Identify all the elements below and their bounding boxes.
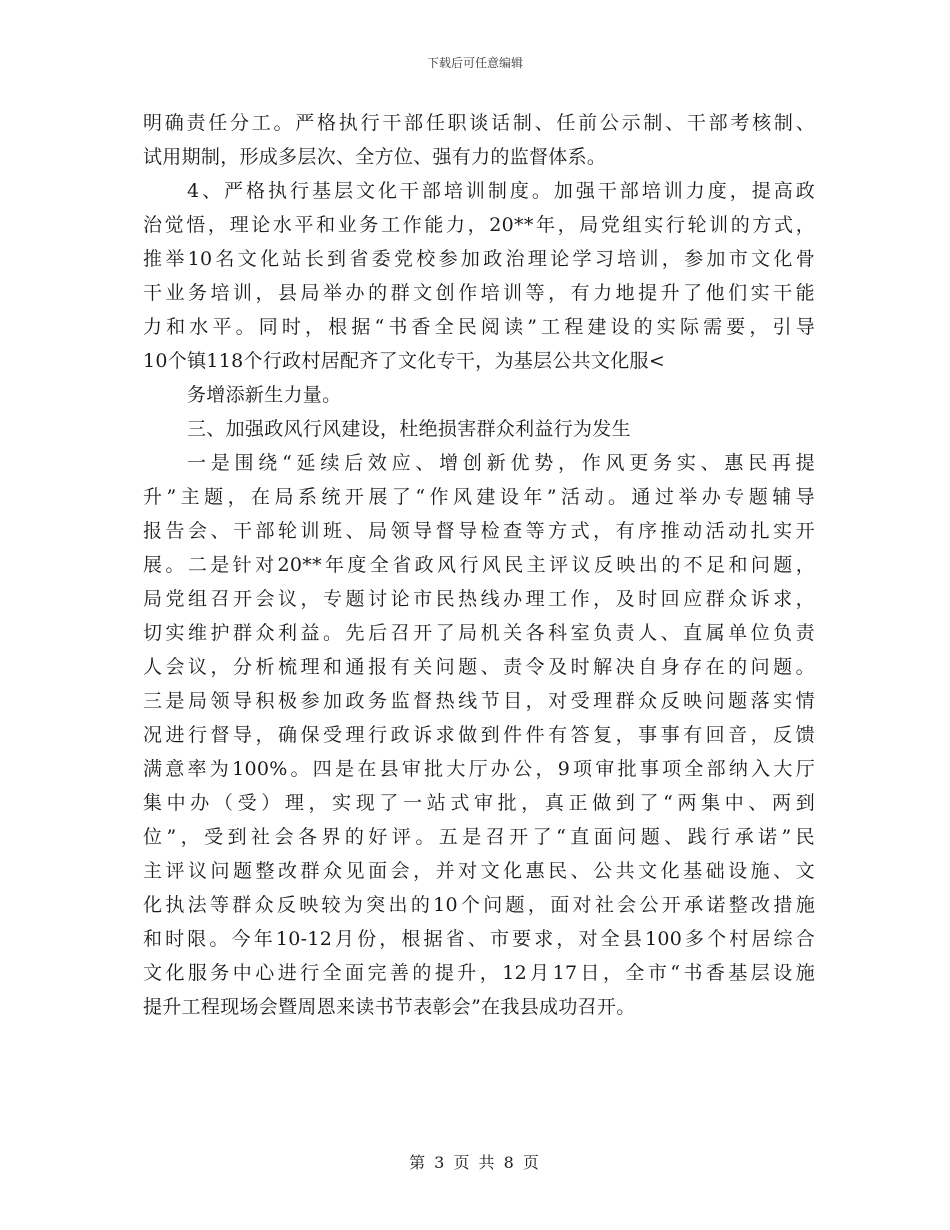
text-line: 切实维护群众利益。先后召开了局机关各科室负责人、直属单位负责 [143, 622, 815, 644]
text-line: 人会议，分析梳理和通报有关问题、责令及时解决自身存在的问题。 [143, 656, 815, 678]
text-line: 明确责任分工。严格执行干部任职谈话制、任前公示制、干部考核制、 [143, 112, 815, 134]
page-header-note: 下载后可任意编辑 [426, 56, 523, 70]
document-body [143, 106, 815, 1024]
text-line: 力和水平。同时，根据“书香全民阅读”工程建设的实际需要，引导 [143, 316, 815, 338]
text-line: 4、严格执行基层文化干部培训制度。加强干部培训力度，提高政 [187, 180, 815, 202]
text-line: 升”主题，在局系统开展了“作风建设年”活动。通过举办专题辅导 [143, 486, 815, 508]
text-line: 一是围绕“延续后效应、增创新优势，作风更务实、惠民再提 [187, 452, 815, 474]
text-line: 10个镇118个行政村居配齐了文化专干，为基层公共文化服< [143, 350, 666, 372]
text-line: 化执法等群众反映较为突出的10个问题，面对社会公开承诺整改措施 [143, 894, 815, 916]
text-line: 和时限。今年10-12月份，根据省、市要求，对全县100多个村居综合 [143, 928, 815, 950]
text-line: 干业务培训，县局举办的群文创作培训等，有力地提升了他们实干能 [143, 282, 815, 304]
text-line: 满意率为100%。四是在县审批大厅办公，9项审批事项全部纳入大厅 [143, 758, 815, 780]
text-line: 展。二是针对20**年度全省政风行风民主评议反映出的不足和问题， [143, 554, 815, 576]
section-heading: 三、加强政风行风建设，杜绝损害群众利益行为发生 [187, 418, 631, 440]
text-line: 推举10名文化站长到省委党校参加政治理论学习培训，参加市文化骨 [143, 248, 815, 270]
text-line: 试用期制，形成多层次、全方位、强有力的监督体系。 [143, 146, 607, 168]
text-line: 局党组召开会议，专题讨论市民热线办理工作，及时回应群众诉求， [143, 588, 815, 610]
text-line: 报告会、干部轮训班、局领导督导检查等方式，有序推动活动扎实开 [143, 520, 815, 542]
text-line: 文化服务中心进行全面完善的提升，12月17日，全市“书香基层设施 [143, 962, 815, 984]
text-line: 务增添新生力量。 [187, 384, 342, 406]
text-line: 位”，受到社会各界的好评。五是召开了“直面问题、践行承诺”民 [143, 826, 815, 848]
text-line: 集中办（受）理，实现了一站式审批，真正做到了“两集中、两到 [143, 792, 815, 814]
text-line: 况进行督导，确保受理行政诉求做到件件有答复，事事有回音，反馈 [143, 724, 815, 746]
text-line: 治觉悟，理论水平和业务工作能力，20**年，局党组实行轮训的方式， [143, 214, 815, 236]
text-line: 提升工程现场会暨周恩来读书节表彰会”在我县成功召开。 [143, 996, 636, 1018]
text-line: 三是局领导积极参加政务监督热线节目，对受理群众反映问题落实情 [143, 690, 815, 712]
page-number: 第 3 页 共 8 页 [409, 1153, 541, 1172]
text-line: 主评议问题整改群众见面会，并对文化惠民、公共文化基础设施、文 [143, 860, 815, 882]
